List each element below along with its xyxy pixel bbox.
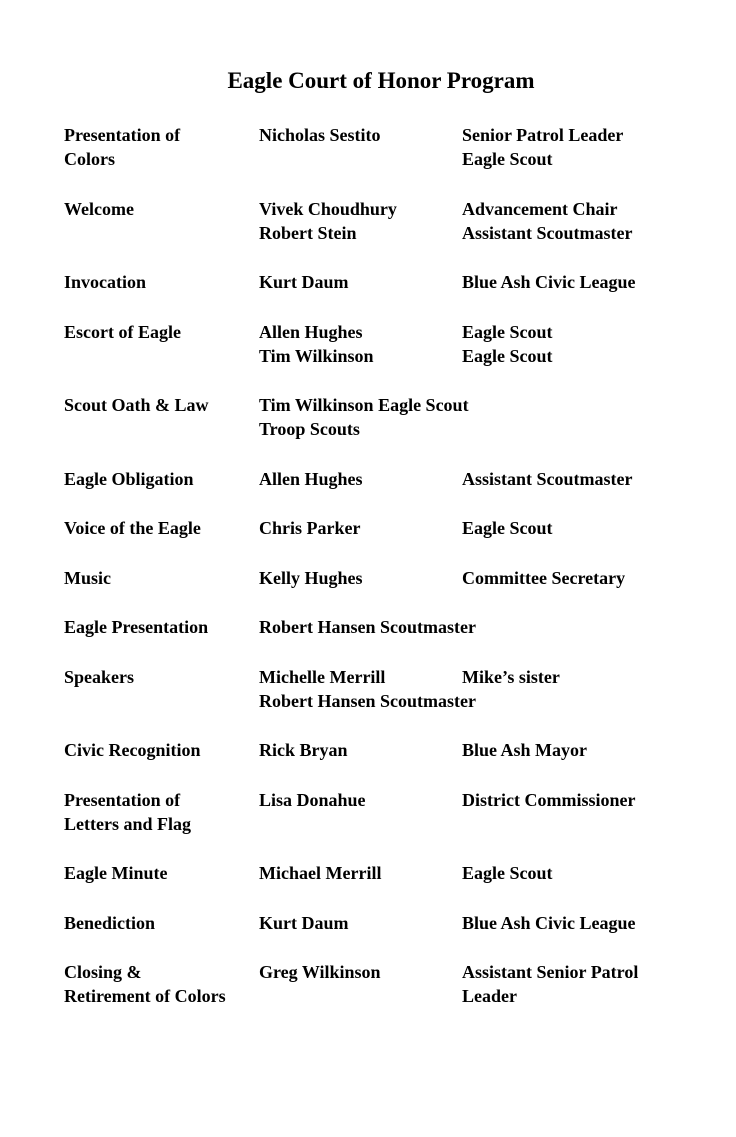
roles-cell [462,270,698,294]
activity-label: Presentation of [64,789,181,810]
program-row [64,738,698,762]
participant-name: Nicholas Sestito [259,125,381,145]
role-label: Committee Secretary [462,567,626,588]
activity-cell [64,197,259,245]
roles-cell [462,738,698,762]
roles-cell [462,566,698,590]
participants-cell [259,393,469,441]
activity-cell [64,516,259,540]
activity-cell [64,665,259,713]
role-label: Assistant Scoutmaster [462,222,633,243]
participant-name: Michelle Merrill [259,666,386,687]
participants-cell [259,467,462,491]
roles-cell [462,788,698,836]
program-row [64,516,698,540]
activity-label: Speakers [64,666,135,687]
participant-name: Greg Wilkinson [259,962,381,982]
activity-cell [64,467,259,491]
activity-cell [64,123,259,171]
activity-label: Escort of Eagle [64,321,181,342]
participants-cell [259,615,476,639]
participant-name: Michael Merrill [259,863,382,883]
participant-name: Kurt Daum [259,272,349,292]
role-label: Eagle Scout [462,345,553,366]
activity-cell [64,270,259,294]
roles-cell [462,123,698,171]
role-label: Eagle Scout [462,863,553,883]
activity-label: Eagle Presentation [64,617,209,637]
activity-cell [64,566,259,590]
activity-label: Invocation [64,272,147,292]
activity-cell [64,393,259,441]
roles-cell [462,467,698,491]
program-row [64,467,698,491]
program-row [64,615,698,639]
role-label: Blue Ash Civic League [462,912,636,933]
activity-cell [64,861,259,885]
activity-label: Scout Oath & Law [64,395,209,415]
participant-name: Kelly Hughes [259,567,363,588]
activity-cell [64,615,259,639]
role-label: Leader [462,986,517,1006]
participants-cell [259,738,462,762]
activity-cell [64,960,259,1008]
role-label: Assistant Scoutmaster [462,468,633,489]
participants-cell [259,911,462,935]
participant-name: Vivek Choudhury [259,198,397,219]
participants-cell [259,320,462,368]
program-row [64,320,698,368]
activity-label: Eagle Obligation [64,468,194,489]
participant-name: Tim Wilkinson [259,345,374,366]
participant-name: Troop Scouts [259,419,360,439]
program-row [64,861,698,885]
activity-label: Welcome [64,198,134,219]
activity-label: Colors [64,149,115,169]
activity-cell [64,320,259,368]
activity-cell [64,738,259,762]
roles-cell [462,960,698,1008]
participants-cell [259,566,462,590]
roles-cell [462,393,698,441]
roles-cell [462,615,698,639]
activity-label: Music [64,567,111,588]
role-label: Advancement Chair [462,198,618,219]
program-row [64,788,698,836]
roles-cell [462,320,698,368]
participants-cell [259,270,462,294]
role-label: Assistant Senior Patrol [462,962,639,982]
participant-name: Robert Hansen Scoutmaster [259,690,476,711]
program-table [64,123,698,1008]
program-row [64,960,698,1008]
roles-cell [462,197,698,245]
program-row [64,197,698,245]
activity-label: Presentation of [64,125,181,145]
participants-cell [259,516,462,540]
activity-label: Voice of the Eagle [64,518,201,538]
roles-cell [462,516,698,540]
program-row [64,123,698,171]
participants-cell [259,197,462,245]
participants-cell [259,861,462,885]
participants-cell [259,960,462,1008]
activity-label: Letters and Flag [64,813,191,834]
activity-cell [64,911,259,935]
program-row [64,270,698,294]
role-label: Blue Ash Mayor [462,740,588,760]
participant-name: Kurt Daum [259,912,349,933]
participant-name: Robert Hansen Scoutmaster [259,617,476,637]
role-label: Eagle Scout [462,518,553,538]
activity-label: Closing & [64,962,142,982]
role-label: Eagle Scout [462,321,553,342]
roles-cell [462,665,698,713]
participant-name: Tim Wilkinson Eagle Scout [259,395,469,415]
roles-cell [462,861,698,885]
activity-cell [64,788,259,836]
participant-name: Chris Parker [259,518,361,538]
role-label: District Commissioner [462,789,636,810]
activity-label: Civic Recognition [64,740,201,760]
role-label: Senior Patrol Leader [462,125,624,145]
participants-cell [259,788,462,836]
roles-cell [462,911,698,935]
program-row [64,393,698,441]
participant-name: Allen Hughes [259,321,363,342]
role-label: Mike’s sister [462,666,560,687]
participants-cell [259,123,462,171]
page-title: Eagle Court of Honor Program [227,68,535,93]
participant-name: Rick Bryan [259,740,348,760]
role-label: Eagle Scout [462,149,553,169]
role-label: Blue Ash Civic League [462,272,636,292]
activity-label: Benediction [64,912,156,933]
activity-label: Retirement of Colors [64,986,226,1006]
program-row [64,665,698,713]
program-row [64,911,698,935]
participant-name: Robert Stein [259,222,357,243]
activity-label: Eagle Minute [64,863,168,883]
participant-name: Lisa Donahue [259,789,366,810]
participant-name: Allen Hughes [259,468,363,489]
program-row [64,566,698,590]
participants-cell [259,665,476,713]
